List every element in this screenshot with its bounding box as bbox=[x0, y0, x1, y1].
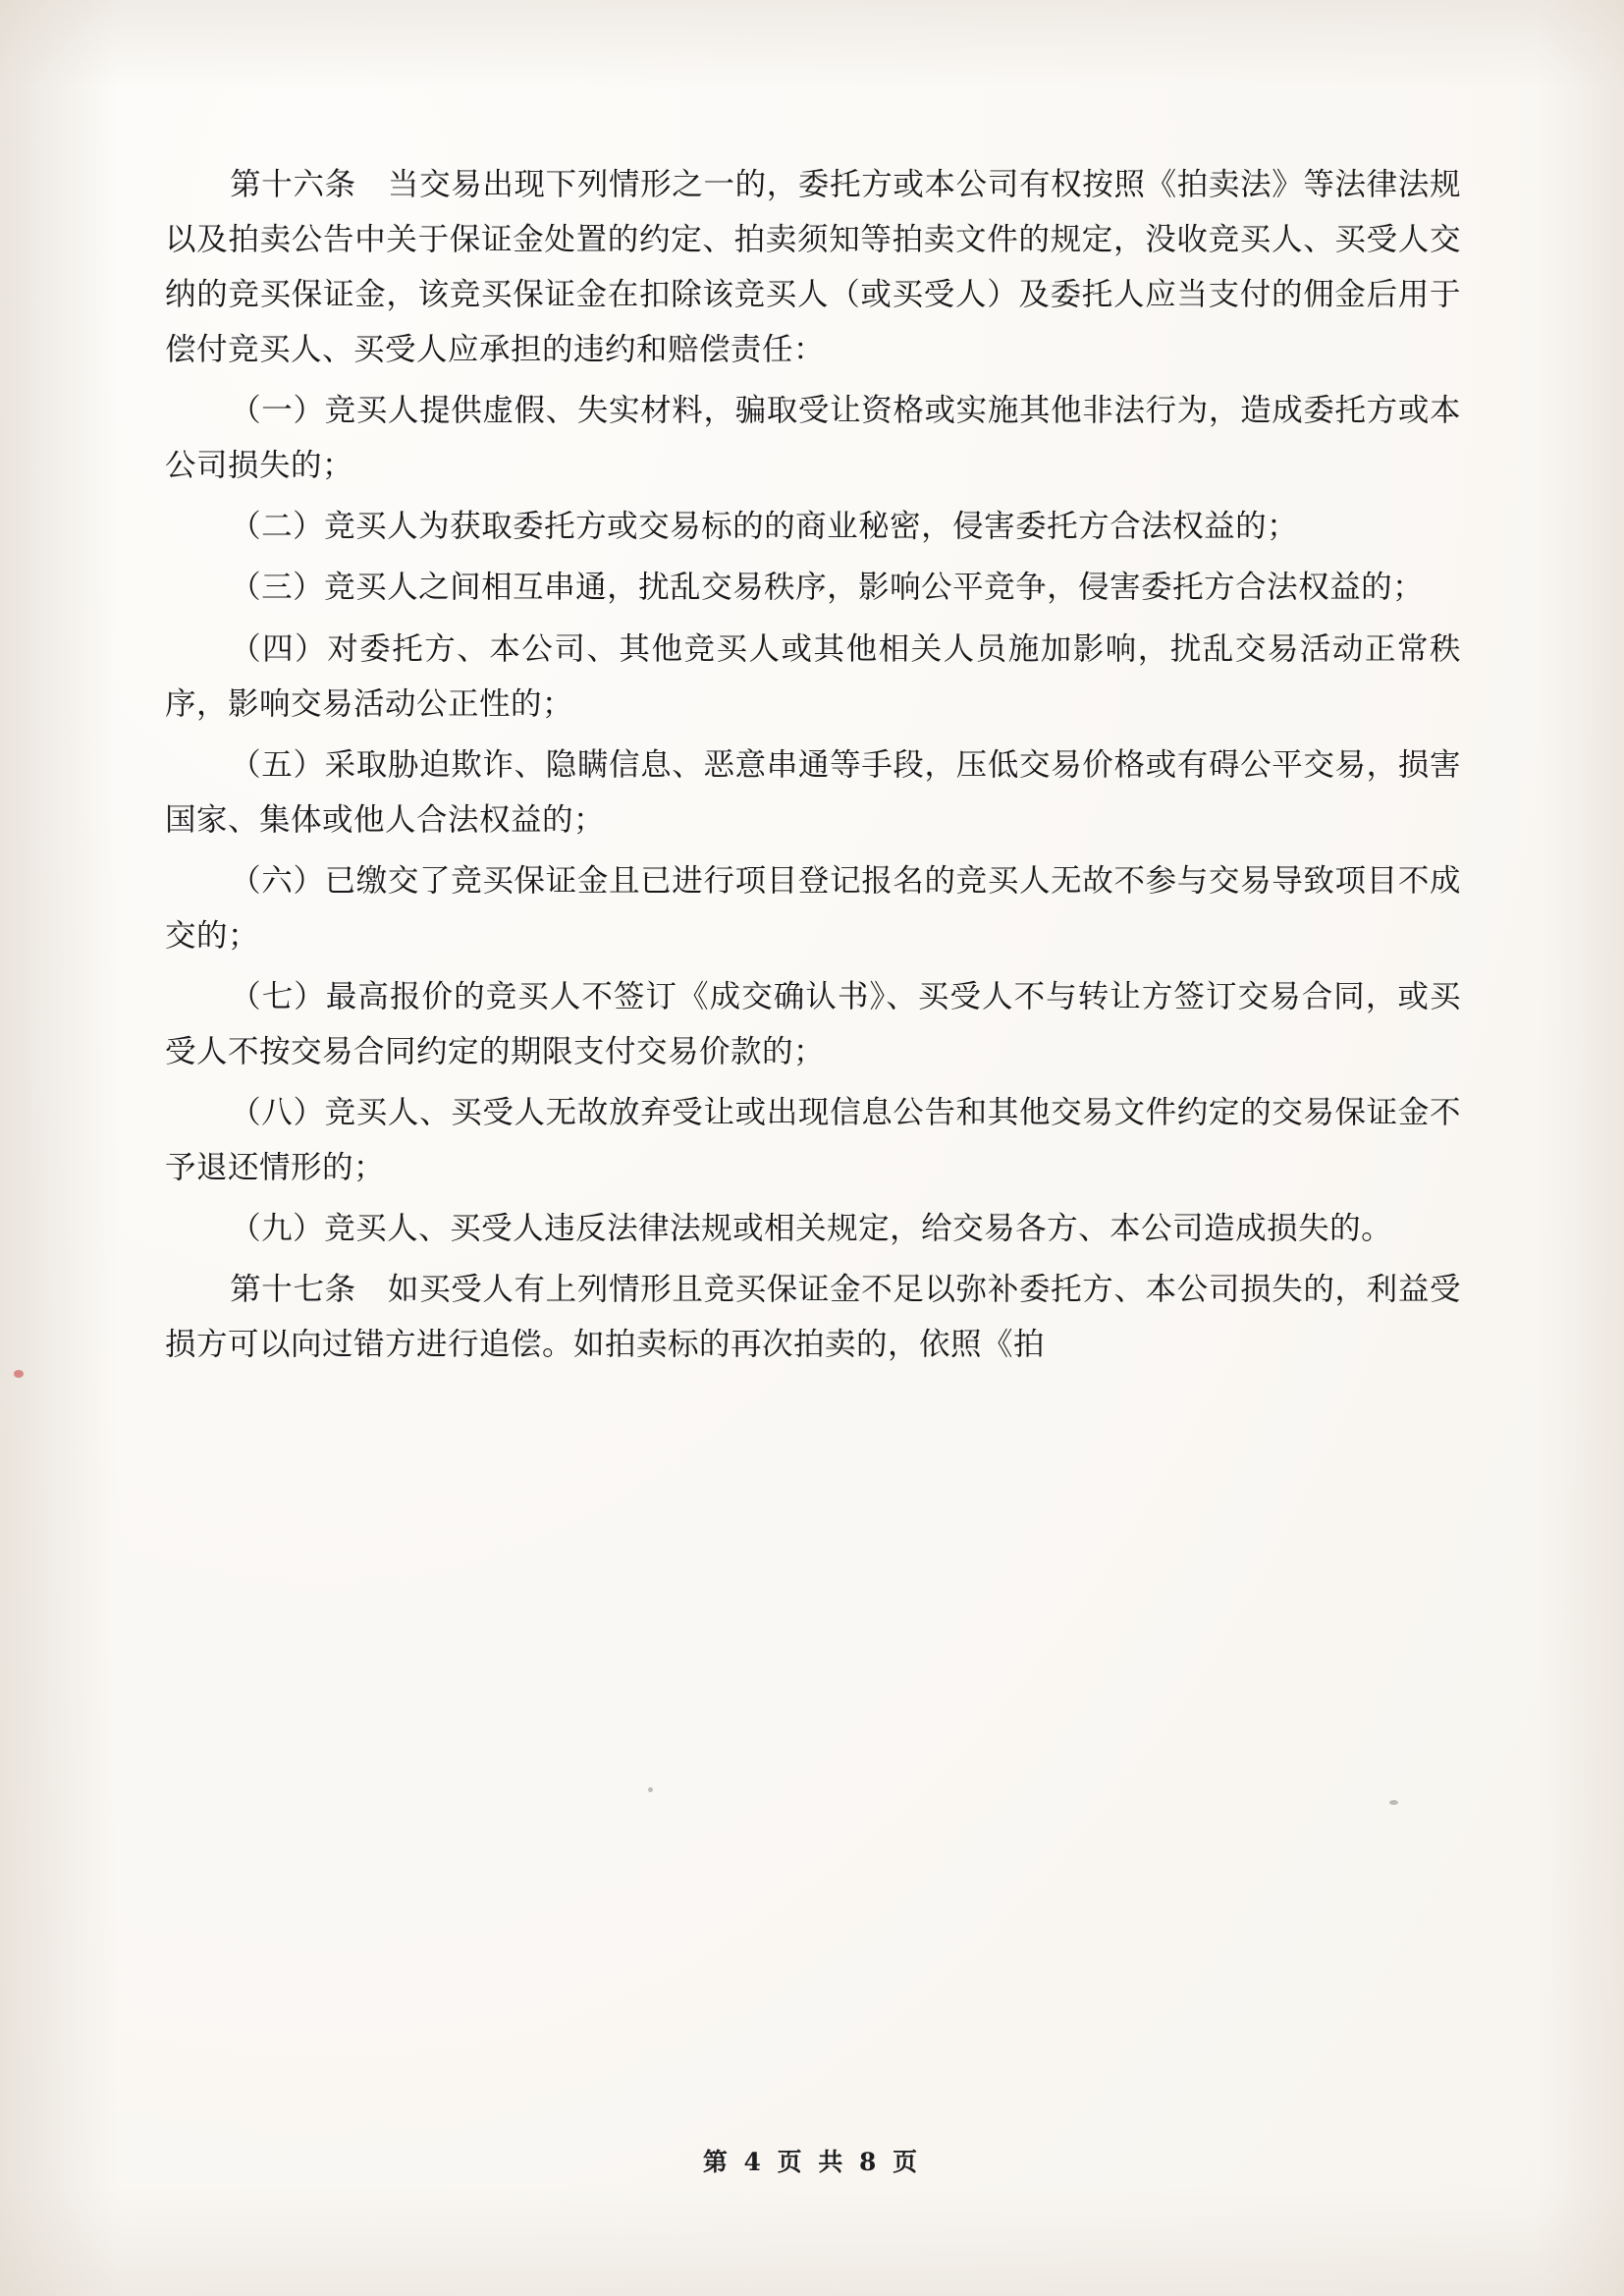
paragraph-article-16: 第十六条 当交易出现下列情形之一的，委托方或本公司有权按照《拍卖法》等法律法规以及拍卖公告中关于保证金处置的约定、拍卖须知等拍卖文件的规定，没收竞买人、买受人交纳的竞买保证金，该竞买保证金在扣除该竞买人（或买受人）及委托人应当支付的佣金后用于偿付竞买人、买受人应承担的违约和赔偿责任： bbox=[165, 167, 1461, 368]
paragraph-item-2: （二）竞买人为获取委托方或交易标的的商业秘密，侵害委托方合法权益的； bbox=[230, 509, 1299, 545]
scan-shadow-left bbox=[0, 0, 118, 2296]
scan-speck bbox=[1389, 1800, 1398, 1805]
paragraph-item-4: （四）对委托方、本公司、其他竞买人或其他相关人员施加影响，扰乱交易活动正常秩序，影响交易活动公正性的； bbox=[165, 630, 1461, 722]
document-body bbox=[165, 157, 1461, 1378]
paragraph-item-7: （七）最高报价的竞买人不签订《成交确认书》、买受人不与转让方签订交易合同，或买受人不按交易合同约定的期限支付交易价款的； bbox=[165, 978, 1461, 1069]
paragraph-item-5: （五）采取胁迫欺诈、隐瞒信息、恶意串通等手段，压低交易价格或有碍公平交易，损害国家、集体或他人合法权益的； bbox=[165, 746, 1461, 838]
paragraph-item-6: （六）已缴交了竞买保证金且已进行项目登记报名的竞买人无故不参与交易导致项目不成交的； bbox=[165, 862, 1461, 954]
scan-shadow-top bbox=[0, 0, 1624, 88]
paragraph-item-3: （三）竞买人之间相互串通，扰乱交易秩序，影响公平竞争，侵害委托方合法权益的； bbox=[230, 570, 1425, 606]
scan-shadow-right bbox=[1536, 0, 1624, 2296]
paragraph-item-1: （一）竞买人提供虚假、失实材料，骗取受让资格或实施其他非法行为，造成委托方或本公司损失的； bbox=[165, 393, 1461, 484]
scan-shadow-bottom bbox=[0, 2188, 1624, 2296]
scan-speck bbox=[14, 1370, 24, 1378]
paragraph-item-8: （八）竞买人、买受人无故放弃受让或出现信息公告和其他交易文件约定的交易保证金不予退还情形的； bbox=[165, 1095, 1461, 1186]
paragraph-item-9: （九）竞买人、买受人违反法律法规或相关规定，给交易各方、本公司造成损失的。 bbox=[230, 1211, 1393, 1247]
paragraph-article-17: 第十七条 如买受人有上列情形且竞买保证金不足以弥补委托方、本公司损失的，利益受损方可以向过错方进行追偿。如拍卖标的再次拍卖的，依照《拍 bbox=[165, 1272, 1461, 1363]
page-footer: 第 4 页 共 8 页 bbox=[702, 2148, 922, 2176]
scan-speck bbox=[648, 1787, 653, 1792]
